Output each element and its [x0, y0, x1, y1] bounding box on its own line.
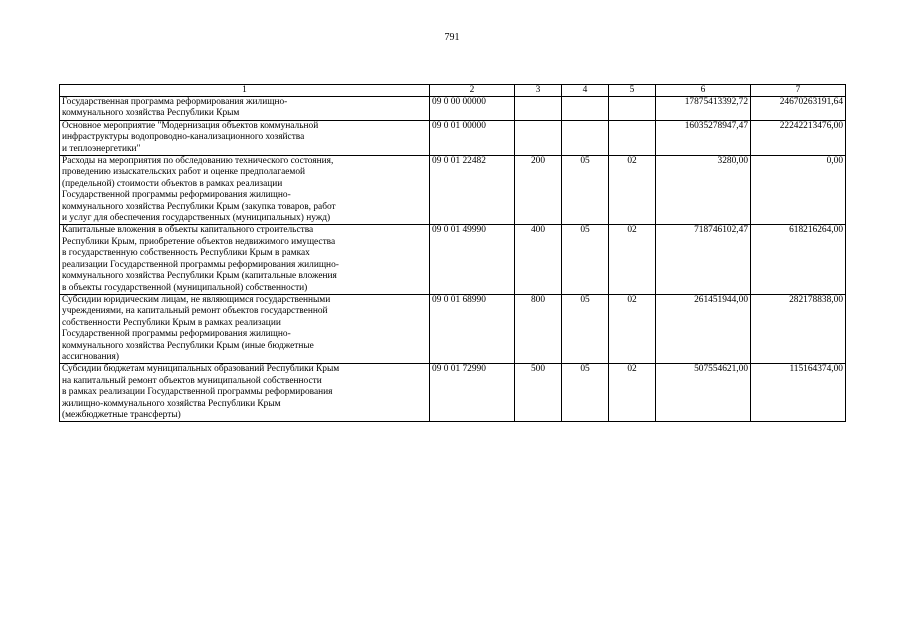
row-name: Основное мероприятие "Модернизация объектов коммунальной инфраструктуры водопроводно-канализационного хозяйства и теплоэнергетики"	[60, 120, 430, 155]
table-row	[60, 225, 846, 294]
row-name: Государственная программа реформирования жилищно- коммунального хозяйства Республики Крым	[60, 97, 430, 121]
header-col-7: 7	[751, 85, 846, 97]
row-vr	[515, 97, 562, 121]
row-vr	[515, 120, 562, 155]
row-rz: 05	[562, 225, 609, 294]
row-code: 09 0 01 00000	[430, 120, 515, 155]
table-row	[60, 120, 846, 155]
table-row	[60, 97, 846, 121]
row-rz: 05	[562, 156, 609, 225]
header-col-4: 4	[562, 85, 609, 97]
row-sum-year-1: 261451944,00	[656, 294, 751, 363]
row-sum-year-2: 0,00	[751, 156, 846, 225]
row-name: Капитальные вложения в объекты капитального строительства Республики Крым, приобретение объектов недвижимого имущества в государственную собственность Республики Крым в рамках реализации Государственной программы реформирования жилищно- коммунального хозяйства Республики Крым (капитальные вложения в объекты государственной (муниципальной) собственности)	[60, 225, 430, 294]
row-pr	[609, 97, 656, 121]
row-code: 09 0 01 49990	[430, 225, 515, 294]
row-sum-year-1: 718746102,47	[656, 225, 751, 294]
row-sum-year-1: 3280,00	[656, 156, 751, 225]
header-row	[60, 85, 846, 97]
row-pr: 02	[609, 156, 656, 225]
row-rz: 05	[562, 364, 609, 422]
row-pr: 02	[609, 225, 656, 294]
row-name: Субсидии бюджетам муниципальных образований Республики Крым на капитальный ремонт объектов муниципальной собственности в рамках реализации Государственной программы реформирования жилищно-коммунального хозяйства Республики Крым (межбюджетные трансферты)	[60, 364, 430, 422]
budget-table	[59, 84, 846, 422]
row-rz	[562, 97, 609, 121]
page-number: 791	[444, 32, 460, 43]
row-vr: 400	[515, 225, 562, 294]
row-sum-year-2: 282178838,00	[751, 294, 846, 363]
row-name: Субсидии юридическим лицам, не являющимся государственными учреждениями, на капитальный ремонт объектов государственной собственности Республики Крым в рамках реализации Государственной программы реформирования жилищно- коммунального хозяйства Республики Крым (иные бюджетные ассигнования)	[60, 294, 430, 363]
header-col-1: 1	[60, 85, 430, 97]
row-sum-year-1: 17875413392,72	[656, 97, 751, 121]
header-col-3: 3	[515, 85, 562, 97]
row-name: Расходы на мероприятия по обследованию технического состояния, проведению изыскательских работ и оценке предполагаемой (предельной) стоимости объектов в рамках реализации Государственной программы реформирования жилищно- коммунального хозяйства Республики Крым (закупка товаров, работ и услуг для обеспечения государственных (муниципальных) нужд)	[60, 156, 430, 225]
table-row	[60, 364, 846, 422]
row-code: 09 0 00 00000	[430, 97, 515, 121]
row-code: 09 0 01 68990	[430, 294, 515, 363]
row-rz	[562, 120, 609, 155]
header-col-2: 2	[430, 85, 515, 97]
row-sum-year-2: 24670263191,64	[751, 97, 846, 121]
row-code: 09 0 01 72990	[430, 364, 515, 422]
row-rz: 05	[562, 294, 609, 363]
row-vr: 200	[515, 156, 562, 225]
row-sum-year-2: 618216264,00	[751, 225, 846, 294]
row-pr: 02	[609, 364, 656, 422]
row-sum-year-2: 22242213476,00	[751, 120, 846, 155]
row-pr: 02	[609, 294, 656, 363]
header-col-6: 6	[656, 85, 751, 97]
header-col-5: 5	[609, 85, 656, 97]
table-row	[60, 294, 846, 363]
row-vr: 800	[515, 294, 562, 363]
row-sum-year-1: 16035278947,47	[656, 120, 751, 155]
row-sum-year-2: 115164374,00	[751, 364, 846, 422]
row-pr	[609, 120, 656, 155]
row-vr: 500	[515, 364, 562, 422]
row-code: 09 0 01 22482	[430, 156, 515, 225]
table-row	[60, 156, 846, 225]
row-sum-year-1: 507554621,00	[656, 364, 751, 422]
